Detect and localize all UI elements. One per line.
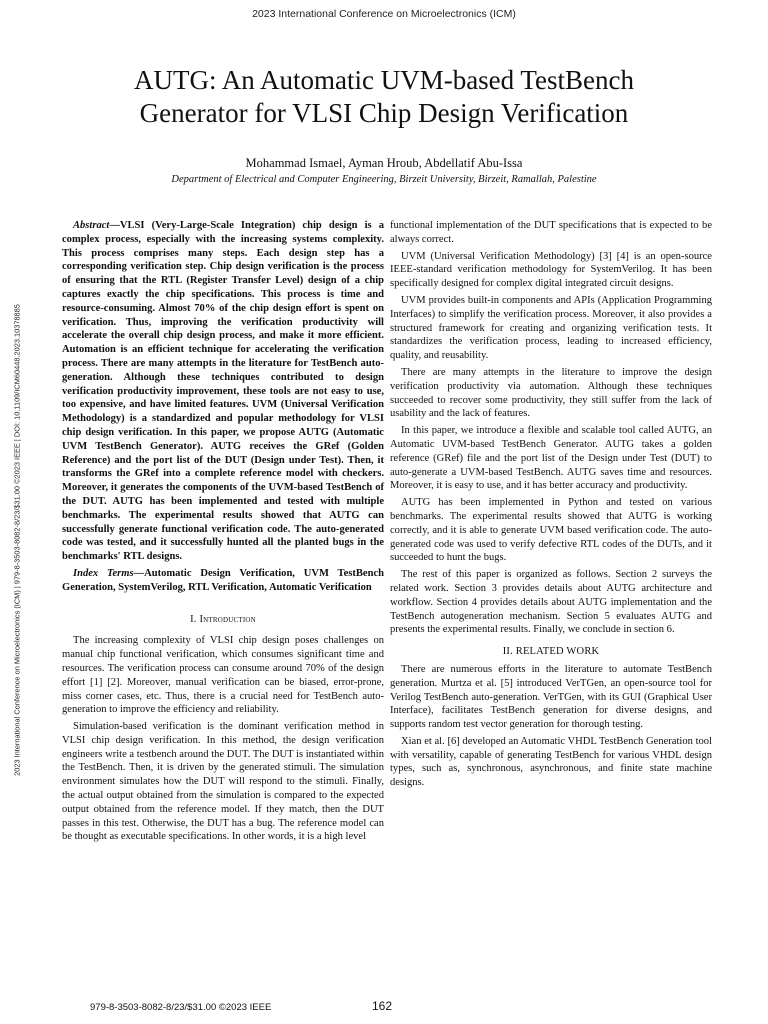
paragraph: The rest of this paper is organized as follows. Section 2 surveys the related work. Section 3 provides details about AUTG architecture and workflow. Section 4 provides details about AUTG implementation and the TestBench autogeneration mechanism. Section 5 evaluates AUTG and presents the experimental results. Finally, we conclude in section 6. bbox=[390, 569, 712, 636]
paragraph: UVM provides built-in components and APIs (Application Programming Interfaces) to simplify the verification process. Moreover, it also provides a structured framework for creating and organizing verification tests. It standardizes the verification process, leading to increased efficiency, quality, and reusability. bbox=[390, 294, 712, 362]
section-title: Introduction bbox=[199, 613, 256, 625]
doi-side-strip bbox=[12, 210, 22, 870]
paragraph: AUTG has been implemented in Python and tested on various benchmarks. The experimental results showed that AUTG is working correctly, and it is able to generate UVM based verification code. The auto-generated code was used to verify defective RTL codes of the DUTs, and it succeeded to hunt the bugs. bbox=[390, 497, 712, 564]
paragraph: The increasing complexity of VLSI chip design poses challenges on manual chip functional verification, which consumes significant time and resources. The verification process can consume around 70% of the design effort [1] [2]. Moreover, manual verification can be biased, error-prone, miss corner cases, etc. Thus, there is a crucial need for TestBench auto-generation to improve the efficiency and reliability. bbox=[62, 635, 384, 716]
section-number: I. bbox=[190, 613, 200, 625]
paragraph: functional implementation of the DUT specifications that is expected to be always correct. bbox=[390, 220, 712, 245]
paper-title bbox=[40, 64, 728, 130]
paragraph: In this paper, we introduce a flexible and scalable tool called AUTG, an Automatic UVM-based TestBench Generator. AUTG takes a golden reference (GRef) file and the port list of the Design under Test (DUT) to auto-generate a UVM-based TestBench. AUTG saves time and resources. Moreover, it is easy to use, and it has better accuracy and productivity. bbox=[390, 425, 712, 492]
index-terms bbox=[62, 567, 384, 595]
paragraph: There are many attempts in the literature to improve the design verification productivity via automation. Although these techniques succeeded to recover some productivity, they still suffer from the lack of usability and the lack of features. bbox=[390, 366, 712, 420]
section-title: RELATED WORK bbox=[515, 646, 600, 658]
abstract-lead: Abstract bbox=[73, 220, 110, 231]
footer-copyright: 979-8-3503-8082-8/23/$31.00 ©2023 IEEE bbox=[90, 1002, 272, 1013]
page-number: 162 bbox=[372, 999, 393, 1013]
section-heading-related-work bbox=[390, 645, 712, 659]
paragraph: Simulation-based verification is the dominant verification method in VLSI chip design verification. In this method, the design verification engineers write a testbench around the DUT. The DUT is instantiated within the TestBench. Then, it is driven by the generated stimuli. The simulation environment simulates how the DUT will respond to the stimuli. Finally, the actual output obtained from the simulation is compared to the expected output obtained from the reference model. If they match, then the DUT passes in this test. Otherwise, the DUT has a bug. The reference model can be thought as executable specifications. In other words, it is a high level bbox=[62, 721, 384, 843]
abstract bbox=[62, 219, 384, 564]
section-heading-introduction bbox=[62, 613, 384, 627]
paragraph: There are numerous efforts in the literature to automate TestBench generation. Murtza et al. [5] introduced VerTGen, an open-source tool for Verilog TestBench auto-generation. VerTGen, with its GUI (Graphical User Interface), facilitates TestBench generation for diverse designs, and supports random test vector generation for thorough testing. bbox=[390, 663, 712, 731]
index-terms-text: —Automatic Design Verification, UVM TestBench Generation, SystemVerilog, RTL Verification, Automatic Verification bbox=[62, 567, 384, 593]
conference-header: 2023 International Conference on Microelectronics (ICM) bbox=[252, 8, 516, 20]
left-column bbox=[62, 219, 384, 847]
doi-side-text: 2023 International Conference on Microelectronics (ICM) | 979-8-3503-8082-8/23/$31.00 ©2023 IEEE | DOI: 10.1109/ICM60448.2023.10378885 bbox=[12, 304, 22, 776]
title-line-2: Generator for VLSI Chip Design Verification bbox=[139, 98, 629, 128]
right-column bbox=[390, 219, 712, 793]
index-terms-lead: Index Terms bbox=[73, 567, 134, 579]
paragraph: Xian et al. [6] developed an Automatic VHDL TestBench Generation tool with versatility, capable of generating TestBench for various VHDL design types, such as, synchronous, asynchronous, and finite state machine designs. bbox=[390, 735, 712, 789]
affiliation: Department of Electrical and Computer Engineering, Birzeit University, Birzeit, Ramallah, Palestine bbox=[171, 174, 597, 185]
section-number: II. bbox=[502, 646, 516, 658]
author-list: Mohammad Ismael, Ayman Hroub, Abdellatif Abu-Issa bbox=[245, 156, 523, 170]
abstract-text: —VLSI (Very-Large-Scale Integration) chip design is a complex process, especially with the increasing systems complexity. This process comprises many steps. Each design step has a corresponding verification step. Chip design verification is the process of ensuring that the RTL (Register Transfer Level) design of a chip captures exactly the chip specifications. This process is time and resource-consuming. Almost 70% of the chip design effort is spent on verification. Thus, improving the verification productivity will accelerate the overall chip design process, and make it more efficient. Automation is an efficient technique for accelerating the verification process. There are many attempts in the literature for TestBench auto-generation. Although these techniques contributed to design verification productivity improvement, these tools are not easy to use, too expensive, and have limited features. UVM (Universal Verification Methodology) is a standardized and popular methodology for VLSI chip design verification. In this paper, we propose AUTG (Automatic UVM TestBench Generator). AUTG receives the GRef (Golden Reference) and the port list of the DUT (Design under Test). Then, it transforms the GRef into a complete reference model with checkers. Moreover, it generates the components of the UVM-based TestBench of the DUT. AUTG has been implemented and tested with multiple benchmarks. The experimental results showed that AUTG can successfully generate functional verification code. The auto-generated code was tested, and it successfully hunted all the planted bugs in the benchmarks' RTL designs. bbox=[62, 220, 384, 563]
paragraph: UVM (Universal Verification Methodology) [3] [4] is an open-source IEEE-standard verification methodology for SystemVerilog. It has been specifically designed for complex digital integrated circuit designs. bbox=[390, 250, 712, 290]
title-line-1: AUTG: An Automatic UVM-based TestBench bbox=[133, 65, 635, 95]
